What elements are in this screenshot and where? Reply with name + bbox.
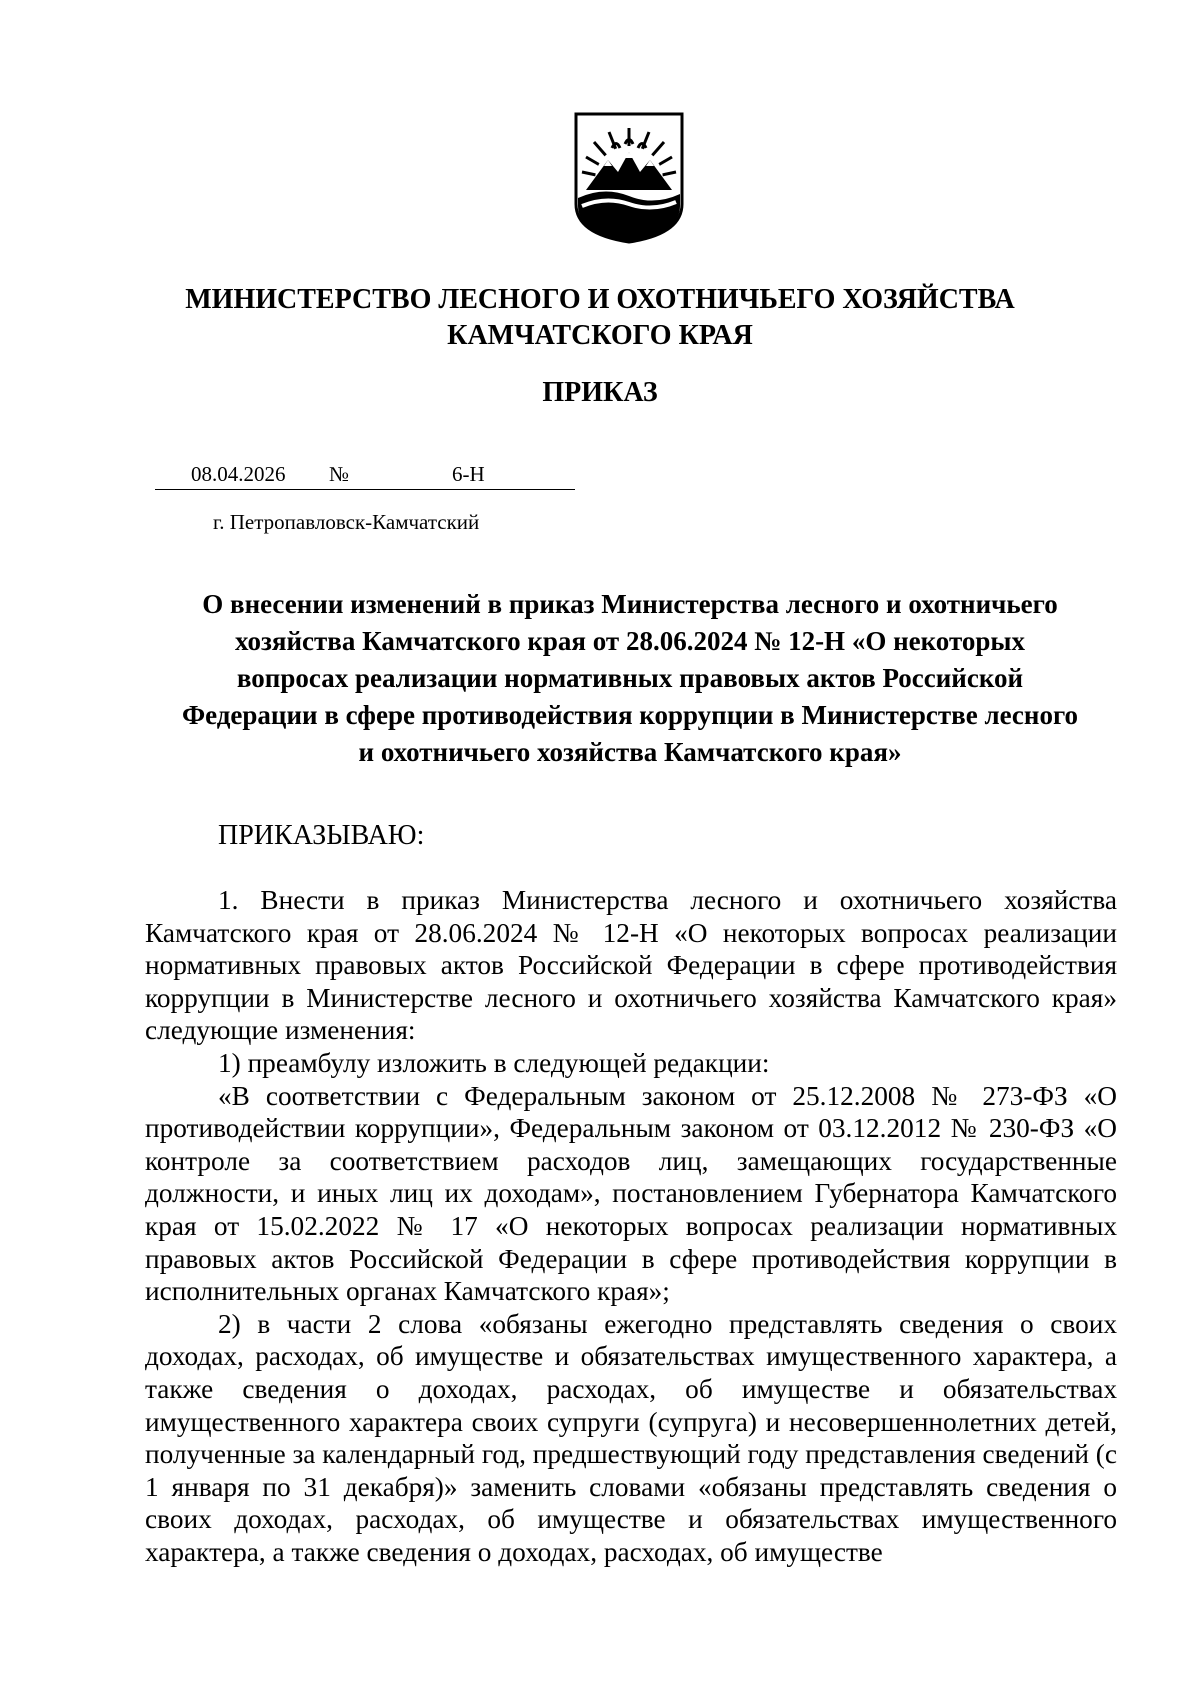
- document-number: 6-Н: [452, 462, 485, 486]
- body-paragraph: «В соответствии с Федеральным законом от 25.12.2008 № 273-ФЗ «О противодействии коррупции», Федеральным законом от 03.12.2012 № 230-ФЗ «О контроле за соответствием расходов лиц, замещающих государственные должности, и иных лиц их доходам», постановлением Губернатора Камчатского края от 15.02.2022 № 17 «О некоторых вопросах реализации нормативных правовых актов Российской Федерации в сфере противодействия коррупции в исполнительных органах Камчатского края»;: [145, 1080, 1117, 1307]
- ministry-title-line-2: КАМЧАТСКОГО КРАЯ: [447, 320, 753, 351]
- registration-line: [155, 462, 575, 492]
- ministry-title: [120, 282, 1080, 354]
- subject-line: Федерации в сфере противодействия коррупции в Министерстве лесного: [181, 700, 1079, 730]
- body-paragraph: 1) преамбулу изложить в следующей редакции:: [218, 1047, 770, 1078]
- registration-underline: [155, 489, 575, 490]
- body-paragraph: 2) в части 2 слова «обязаны ежегодно представлять сведения о своих доходах, расходах, об имуществе и обязательствах имущественного характера, а также сведения о доходах, расходах, об имуществе и обязательствах имущественного характера своих супруги (супруга) и несовершеннолетних детей, полученные за календарный год, предшествующий году представления сведений (с 1 января по 31 декабря)» заменить словами «обязаны представлять сведения о своих доходах, расходах, об имуществе и обязательствах имущественного характера, а также сведения о доходах, расходах, об имуществе: [145, 1308, 1117, 1567]
- ministry-title-line-1: МИНИСТЕРСТВО ЛЕСНОГО И ОХОТНИЧЬЕГО ХОЗЯЙСТВА: [185, 284, 1015, 315]
- issue-city: г. Петропавловск-Камчатский: [213, 510, 480, 534]
- subject-line: хозяйства Камчатского края от 28.06.2024 № 12-Н «О некоторых: [235, 626, 1025, 656]
- subject-line: вопросах реализации нормативных правовых актов Российской: [236, 663, 1024, 693]
- body-text: [145, 884, 1117, 1568]
- body-paragraph: 1. Внести в приказ Министерства лесного и охотничьего хозяйства Камчатского края от 28.06.2024 № 12-Н «О некоторых вопросах реализации нормативных правовых актов Российской Федерации в сфере противодействия коррупции в Министерстве лесного и охотничьего хозяйства Камчатского края» следующие изменения:: [145, 885, 1117, 1046]
- document-subject: [150, 586, 1110, 771]
- document-date: 08.04.2026: [191, 462, 286, 486]
- subject-line: О внесении изменений в приказ Министерства лесного и охотничьего: [202, 589, 1058, 619]
- subject-line: и охотничьего хозяйства Камчатского края»: [358, 737, 902, 767]
- order-word: ПРИКАЗЫВАЮ:: [218, 820, 425, 851]
- document-type: ПРИКАЗ: [542, 377, 658, 408]
- kamchatka-coat-of-arms-icon: [574, 112, 684, 244]
- number-sign: №: [329, 462, 350, 486]
